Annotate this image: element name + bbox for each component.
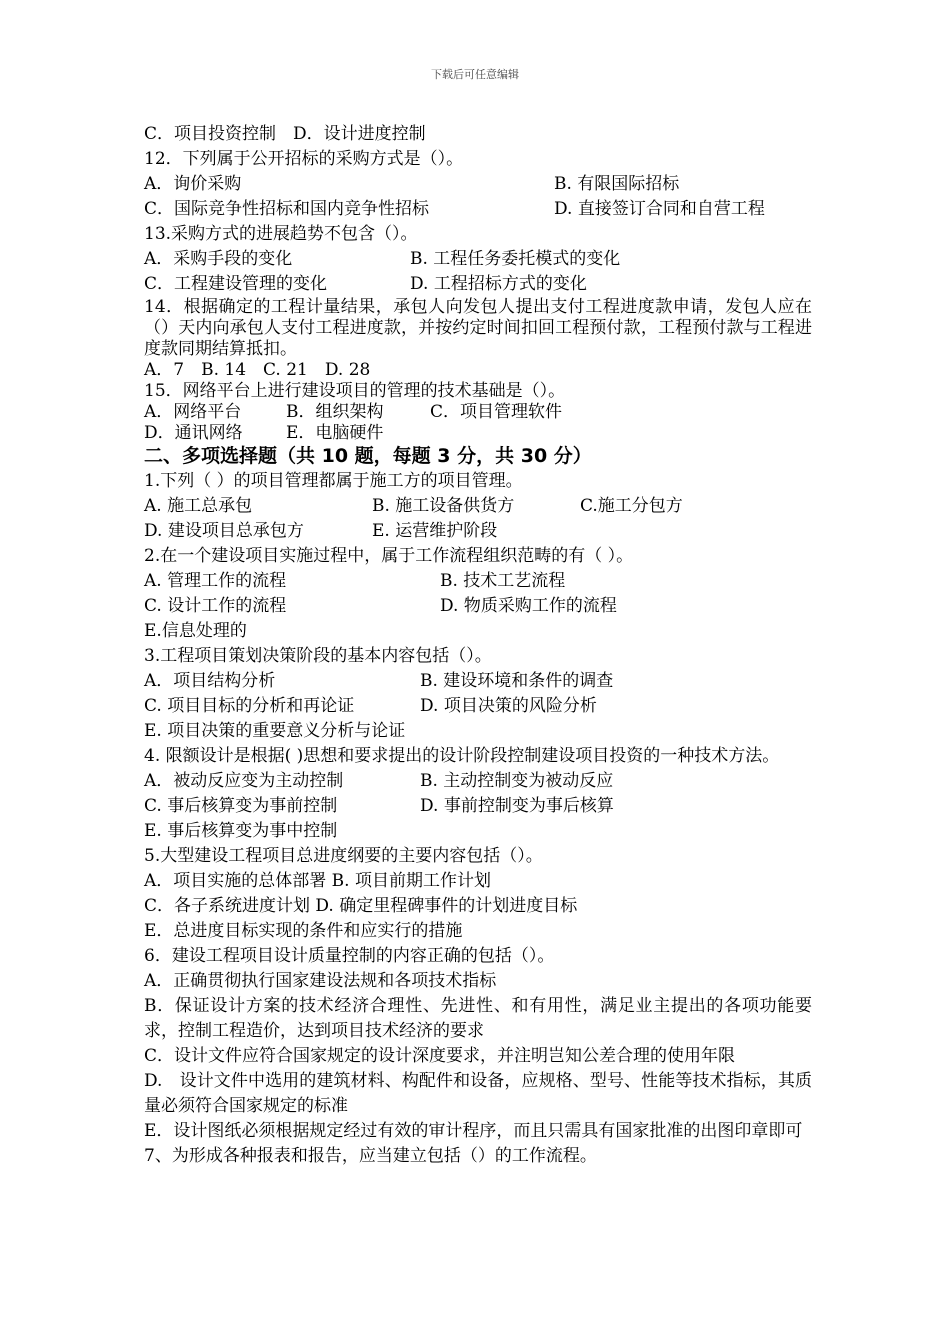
option-e: E.信息处理的 (144, 621, 247, 641)
question-m1: 1.下列（ ）的项目管理都属于施工方的项目管理。 (144, 471, 523, 491)
options-row: A．项目实施的总体部署 B. 项目前期工作计划 (144, 871, 491, 891)
option-e: E. 事后核算变为事中控制 (144, 821, 338, 841)
option-d: D. 项目决策的风险分析 (420, 696, 597, 716)
option-d: D. 工程招标方式的变化 (410, 274, 587, 294)
option-b: B. 有限国际招标 (554, 174, 680, 194)
text-line: C．项目投资控制 D．设计进度控制 (144, 124, 426, 144)
option-b: B．组织架构 (286, 402, 384, 422)
question-m6: 6．建设工程项目设计质量控制的内容正确的包括（）。 (144, 946, 555, 966)
option-c: C．项目管理软件 (430, 402, 563, 422)
options-row (144, 494, 812, 519)
options-row (144, 402, 812, 423)
options-row: A．7 B. 14 C. 21 D. 28 (144, 360, 371, 380)
option-d: D. 建设项目总承包方 (144, 521, 304, 541)
question-15: 15．网络平台上进行建设项目的管理的技术基础是（）。 (144, 381, 566, 401)
question-12: 12．下列属于公开招标的采购方式是（）。 (144, 149, 464, 169)
option-b: B. 技术工艺流程 (440, 571, 566, 591)
option-b: B. 建设环境和条件的调查 (420, 671, 614, 691)
option-c: C. 设计工作的流程 (144, 596, 287, 616)
option-a: A．正确贯彻执行国家建设法规和各项技术指标 (144, 971, 497, 991)
option-b: B．保证设计方案的技术经济合理性、先进性、和有用性，满足业主提出的各项功能要求，控制工程造价，达到项目技术经济的要求 (144, 996, 812, 1041)
question-m5: 5.大型建设工程项目总进度纲要的主要内容包括（）。 (144, 846, 543, 866)
options-row (144, 594, 812, 619)
option-d: D. 直接签订合同和自营工程 (554, 199, 765, 219)
option-d: D. 物质采购工作的流程 (440, 596, 617, 616)
option-e: E．总进度目标实现的条件和应实行的措施 (144, 921, 463, 941)
page-header: 下载后可任意编辑 (431, 68, 519, 81)
question-m4: 4. 限额设计是根据( )思想和要求提出的设计阶段控制建设项目投资的一种技术方法。 (144, 746, 780, 766)
option-c: C.施工分包方 (580, 496, 683, 516)
option-d: D. 事前控制变为事后核算 (420, 796, 614, 816)
option-a: A. 管理工作的流程 (144, 571, 287, 591)
option-a: A．询价采购 (144, 174, 242, 194)
option-e: E. 项目决策的重要意义分析与论证 (144, 721, 406, 741)
options-row (144, 769, 812, 794)
options-row (144, 172, 812, 197)
options-row (144, 569, 812, 594)
document-body (144, 122, 812, 1169)
question-13: 13.采购方式的进展趋势不包含（）。 (144, 224, 418, 244)
option-c: C. 事后核算变为事前控制 (144, 796, 338, 816)
option-a: A．采购手段的变化 (144, 249, 293, 269)
option-e: E．设计图纸必须根据规定经过有效的审计程序，而且只需具有国家批准的出图印章即可 (144, 1121, 803, 1141)
option-e: E．电脑硬件 (286, 423, 384, 443)
question-m3: 3.工程项目策划决策阶段的基本内容包括（）。 (144, 646, 492, 666)
section-heading: 二、多项选择题（共 10 题，每题 3 分，共 30 分） (144, 445, 592, 467)
option-a: A．网络平台 (144, 402, 242, 422)
option-d: D. 设计文件中选用的建筑材料、构配件和设备，应规格、型号、性能等技术指标，其质量必须符合国家规定的标准 (144, 1071, 812, 1116)
option-b: B. 工程任务委托模式的变化 (410, 249, 621, 269)
option-c: C．国际竞争性招标和国内竞争性招标 (144, 199, 430, 219)
options-row (144, 272, 812, 297)
option-a: A．项目结构分析 (144, 671, 276, 691)
options-row (144, 694, 812, 719)
option-a: A．被动反应变为主动控制 (144, 771, 344, 791)
options-row (144, 247, 812, 272)
question-m2: 2.在一个建设项目实施过程中，属于工作流程组织范畴的有（ ）。 (144, 546, 634, 566)
option-a: A. 施工总承包 (144, 496, 253, 516)
options-row (144, 669, 812, 694)
question-14: 14．根据确定的工程计量结果，承包人向发包人提出支付工程进度款申请，发包人应在（）天内向承包人支付工程进度款，并按约定时间扣回工程预付款，工程预付款与工程进度款同期结算抵扣。 (144, 297, 812, 359)
options-row (144, 197, 812, 222)
option-e: E. 运营维护阶段 (372, 521, 498, 541)
option-d: D．通讯网络 (144, 423, 243, 443)
options-row (144, 519, 812, 544)
options-row (144, 423, 812, 444)
option-c: C. 项目目标的分析和再论证 (144, 696, 355, 716)
option-b: B. 主动控制变为被动反应 (420, 771, 614, 791)
option-c: C．工程建设管理的变化 (144, 274, 328, 294)
question-m7: 7、为形成各种报表和报告，应当建立包括（）的工作流程。 (144, 1146, 597, 1166)
option-b: B. 施工设备供货方 (372, 496, 515, 516)
option-c: C．设计文件应符合国家规定的设计深度要求，并注明岂知公差合理的使用年限 (144, 1046, 736, 1066)
options-row (144, 794, 812, 819)
options-row: C．各子系统进度计划 D. 确定里程碑事件的计划进度目标 (144, 896, 578, 916)
